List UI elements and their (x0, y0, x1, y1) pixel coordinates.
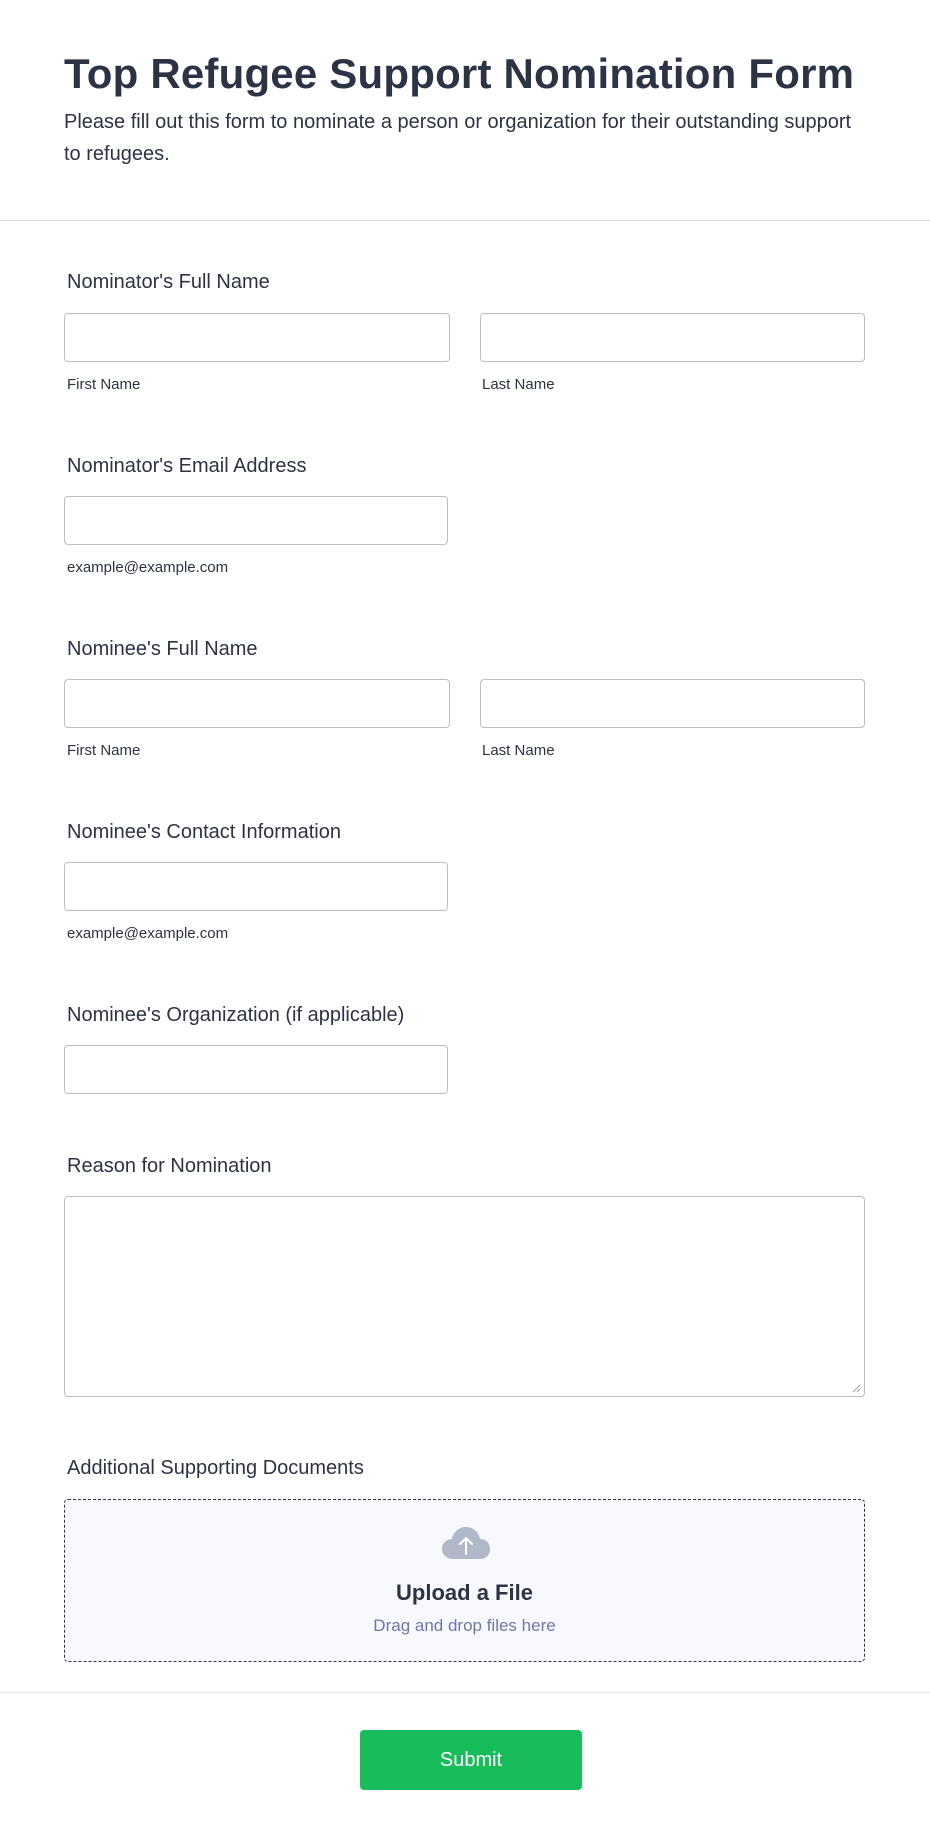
upload-title: Upload a File (396, 1580, 533, 1605)
nominator-last-name-input[interactable] (480, 313, 865, 362)
reason-textarea[interactable] (64, 1196, 865, 1397)
nominator-last-name-sublabel: Last Name (482, 376, 555, 393)
nominator-first-name-input[interactable] (64, 313, 450, 362)
nominee-first-name-sublabel: First Name (67, 742, 141, 759)
form-header (0, 0, 930, 221)
form-title: Top Refugee Support Nomination Form (64, 50, 855, 97)
nominee-contact-sublabel: example@example.com (67, 925, 229, 942)
nominator-name-label: Nominator's Full Name (67, 271, 270, 293)
nominee-first-name-input[interactable] (64, 679, 450, 728)
nominee-name-label: Nominee's Full Name (67, 638, 258, 660)
nominator-email-sublabel: example@example.com (67, 559, 229, 576)
documents-label: Additional Supporting Documents (67, 1457, 364, 1479)
upload-hint: Drag and drop files here (373, 1616, 556, 1635)
nominator-email-input[interactable] (64, 496, 448, 545)
nominee-organization-label: Nominee's Organization (if applicable) (67, 1004, 405, 1026)
footer-divider (0, 1692, 930, 1693)
nominee-last-name-input[interactable] (480, 679, 865, 728)
form-subtitle: Please fill out this form to nominate a person or organization for their outstanding support to refugees. (64, 111, 852, 165)
resize-grip-icon[interactable] (851, 1383, 861, 1393)
nominator-email-label: Nominator's Email Address (67, 455, 307, 477)
nominee-last-name-sublabel: Last Name (482, 742, 555, 759)
nominee-contact-label: Nominee's Contact Information (67, 821, 341, 843)
submit-button[interactable]: Submit (360, 1730, 582, 1790)
cloud-upload-icon (441, 1526, 491, 1560)
nominee-contact-input[interactable] (64, 862, 448, 911)
nominator-first-name-sublabel: First Name (67, 376, 141, 393)
file-upload-dropzone[interactable] (64, 1499, 865, 1662)
reason-label: Reason for Nomination (67, 1155, 272, 1177)
nominee-organization-input[interactable] (64, 1045, 448, 1094)
